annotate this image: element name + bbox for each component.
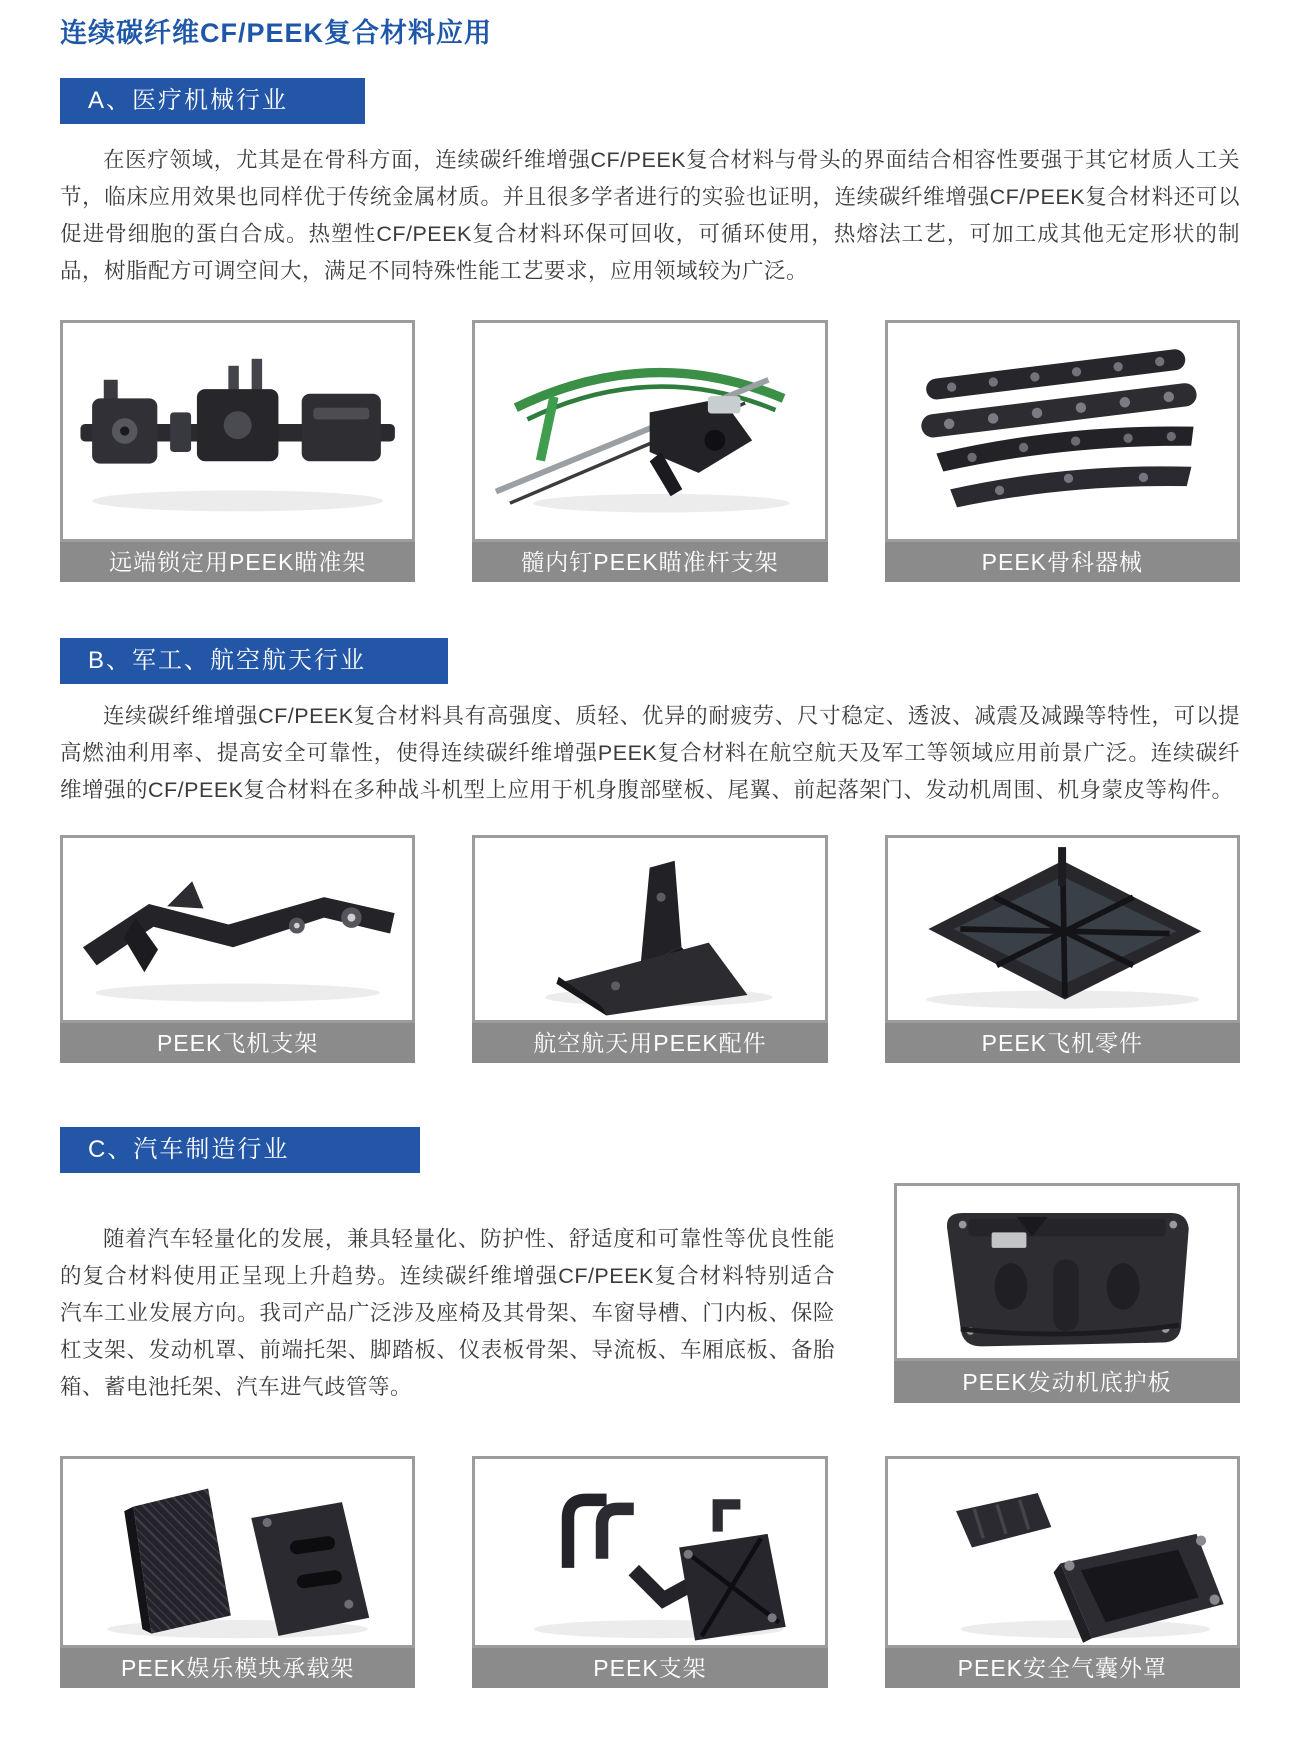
airbag-housing-illustration bbox=[888, 1459, 1237, 1645]
section-b-paragraph: 连续碳纤维增强CF/PEEK复合材料具有高强度、质轻、优异的耐疲劳、尺寸稳定、透波、减震及减躁等特性，可以提高燃油利用率、提高安全可靠性，使得连续碳纤维增强PEEK复合材料在航空航天及军工等领域应用前景广泛。连续碳纤维增强的CF/PEEK复合材料在多种战斗机型上应用于机身腹部壁板、尾翼、前起落架门、发动机周围、机身蒙皮等构件。 bbox=[60, 704, 1240, 802]
product-caption: PEEK安全气囊外罩 bbox=[885, 1648, 1240, 1688]
section-c-body bbox=[60, 1183, 1240, 1406]
product-caption: 髓内钉PEEK瞄准杆支架 bbox=[472, 542, 827, 582]
section-b-product-grid bbox=[60, 835, 1240, 1063]
peek-bracket-illustration bbox=[475, 1459, 824, 1645]
product-image-distal-locking-aiming-frame bbox=[60, 320, 415, 542]
product-caption: PEEK骨科器械 bbox=[885, 542, 1240, 582]
product-card bbox=[885, 320, 1240, 582]
product-image-entertainment-module-carrier bbox=[60, 1456, 415, 1648]
product-card bbox=[472, 320, 827, 582]
carrier-panels-illustration bbox=[63, 1459, 412, 1645]
product-image-intramedullary-nail-aiming-bracket bbox=[472, 320, 827, 542]
aircraft-lattice-illustration bbox=[888, 838, 1237, 1020]
product-image-aerospace-fitting bbox=[472, 835, 827, 1023]
product-caption: 航空航天用PEEK配件 bbox=[472, 1023, 827, 1063]
section-a-banner: A、医疗机械行业 bbox=[60, 78, 365, 124]
section-aerospace bbox=[60, 638, 1240, 1063]
product-caption: PEEK支架 bbox=[472, 1648, 827, 1688]
product-card bbox=[885, 835, 1240, 1063]
engine-guard-illustration bbox=[897, 1186, 1237, 1358]
product-image-orthopedic-instruments bbox=[885, 320, 1240, 542]
product-image-aircraft-bracket bbox=[60, 835, 415, 1023]
section-a-paragraph: 在医疗领域，尤其是在骨科方面，连续碳纤维增强CF/PEEK复合材料与骨头的界面结合相容性要强于其它材质人工关节，临床应用效果也同样优于传统金属材质。并且很多学者进行的实验也证明，连续碳纤维增强CF/PEEK复合材料还可以促进骨细胞的蛋白合成。热塑性CF/PEEK复合材料环保可回收，可循环使用，热熔法工艺，可加工成其他无定形状的制品，树脂配方可调空间大，满足不同特殊性能工艺要求，应用领域较为广泛。 bbox=[60, 148, 1240, 283]
product-card bbox=[894, 1183, 1240, 1403]
aircraft-bracket-illustration bbox=[63, 838, 412, 1020]
product-image-peek-bracket bbox=[472, 1456, 827, 1648]
product-image-engine-under-guard bbox=[894, 1183, 1240, 1361]
product-caption: 远端锁定用PEEK瞄准架 bbox=[60, 542, 415, 582]
product-caption: PEEK飞机零件 bbox=[885, 1023, 1240, 1063]
aiming-rod-illustration bbox=[475, 323, 824, 539]
bone-plates-illustration bbox=[888, 323, 1237, 539]
section-b-banner: B、军工、航空航天行业 bbox=[60, 638, 448, 684]
page-title: 连续碳纤维CF/PEEK复合材料应用 bbox=[60, 18, 493, 48]
section-medical bbox=[60, 78, 1240, 582]
section-c-banner: C、汽车制造行业 bbox=[60, 1127, 420, 1173]
product-caption: PEEK发动机底护板 bbox=[894, 1361, 1240, 1403]
section-c-paragraph: 随着汽车轻量化的发展，兼具轻量化、防护性、舒适度和可靠性等优良性能的复合材料使用正呈现上升趋势。连续碳纤维增强CF/PEEK复合材料特别适合汽车工业发展方向。我司产品广泛涉及座椅及其骨架、车窗导槽、门内板、保险杠支架、发动机罩、前端托架、脚踏板、仪表板骨架、导流板、车厢底板、备胎箱、蓄电池托架、汽车进气歧管等。 bbox=[60, 1227, 835, 1399]
product-image-aircraft-part bbox=[885, 835, 1240, 1023]
section-automotive bbox=[60, 1127, 1240, 1688]
product-image-airbag-housing bbox=[885, 1456, 1240, 1648]
product-card bbox=[60, 835, 415, 1063]
section-a-product-grid bbox=[60, 320, 1240, 582]
product-card bbox=[60, 320, 415, 582]
product-card bbox=[60, 1456, 415, 1688]
aerospace-fitting-illustration bbox=[475, 838, 824, 1020]
aiming-frame-illustration bbox=[63, 323, 412, 539]
section-c-product-grid bbox=[60, 1456, 1240, 1688]
product-caption: PEEK飞机支架 bbox=[60, 1023, 415, 1063]
product-card bbox=[472, 835, 827, 1063]
product-card bbox=[885, 1456, 1240, 1688]
product-caption: PEEK娱乐模块承载架 bbox=[60, 1648, 415, 1688]
product-card bbox=[472, 1456, 827, 1688]
